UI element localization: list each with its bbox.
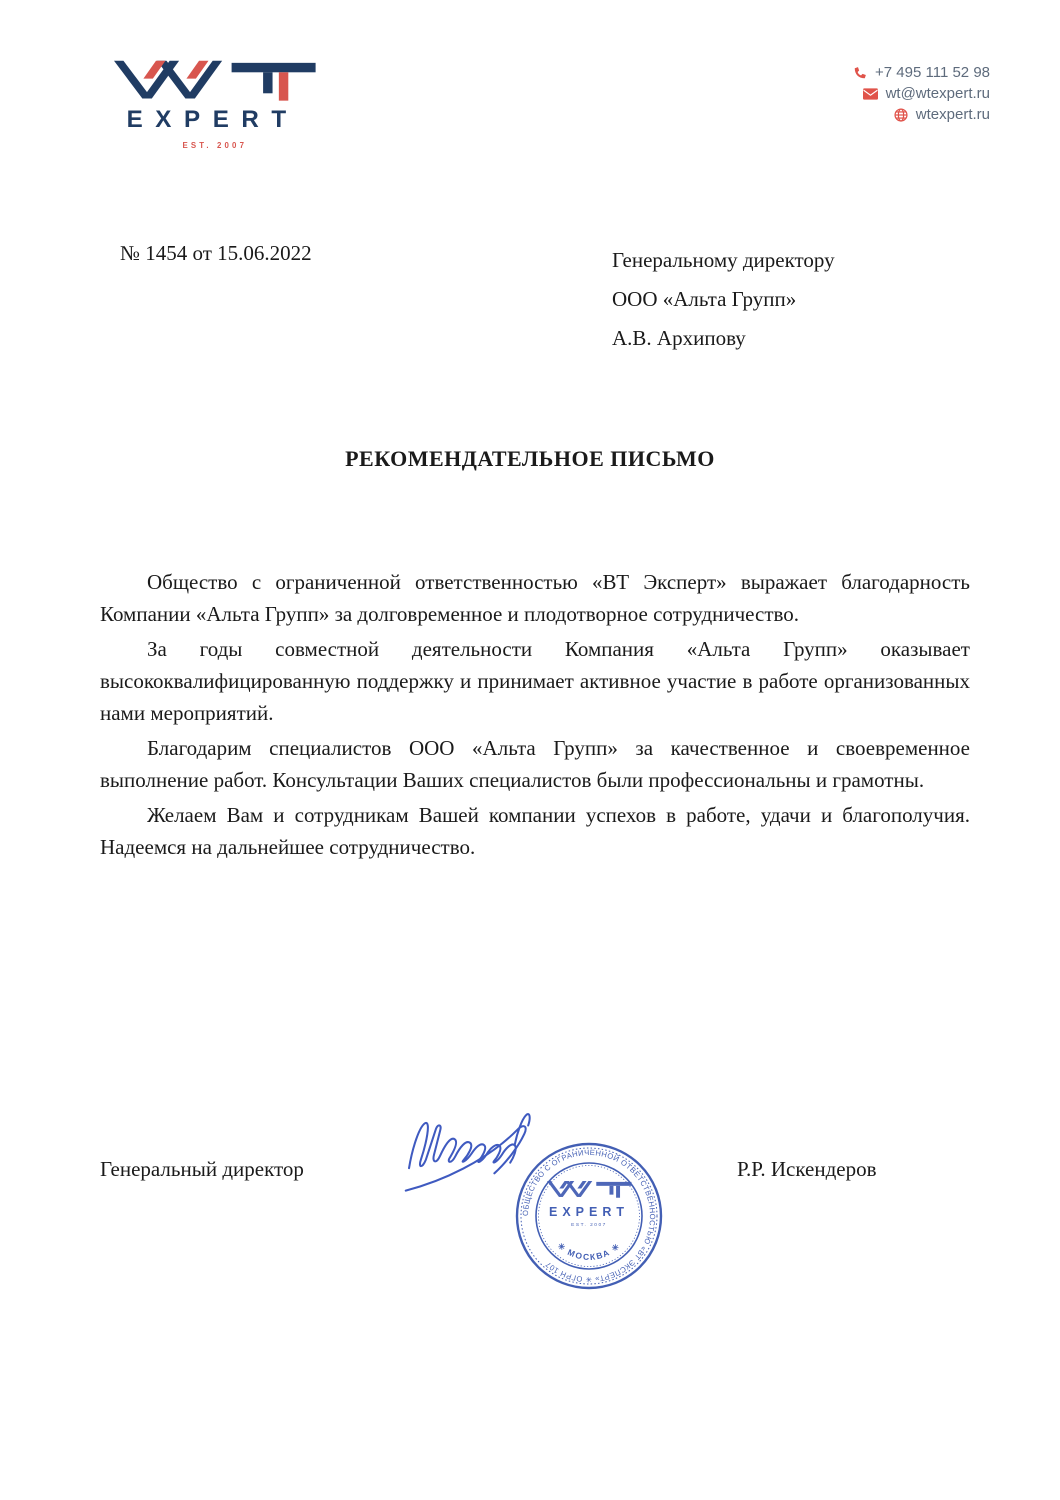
- logo-established: EST. 2007: [182, 140, 248, 150]
- recipient-block: [612, 241, 835, 358]
- body-paragraph: Общество с ограниченной ответственностью «ВТ Эксперт» выражает благодарность Компании «Альта Групп» за долговременное и плодотворное сотрудничество.: [100, 570, 970, 626]
- contact-block: [690, 62, 990, 125]
- website-url: wtexpert.ru: [915, 106, 990, 123]
- recipient-line: А.В. Архипову: [612, 326, 746, 350]
- globe-icon: [894, 108, 908, 122]
- reference-number: № 1454 от 15.06.2022: [120, 241, 312, 265]
- company-seal: [514, 1141, 664, 1291]
- envelope-icon: [863, 88, 878, 100]
- seal-city-text: ✳ МОСКВА ✳: [555, 1240, 623, 1262]
- letter-body: [100, 566, 970, 866]
- phone-icon: [853, 66, 867, 80]
- letter-title: РЕКОМЕНДАТЕЛЬНОЕ ПИСЬМО: [345, 446, 715, 471]
- recipient-line: ООО «Альта Групп»: [612, 287, 797, 311]
- seal-ring-text: ОБЩЕСТВО С ОГРАНИЧЕННОЙ ОТВЕТСТВЕННОСТЬЮ «ВТ ЭКСПЕРТ» ✳ ОГРН 107: [520, 1147, 658, 1285]
- body-paragraph: Желаем Вам и сотрудникам Вашей компании успехов в работе, удачи и благополучия. Надеемся на дальнейшее сотрудничество.: [100, 803, 970, 859]
- email-address: wt@wtexpert.ru: [885, 85, 990, 102]
- signoff-name: Р.Р. Искендеров: [737, 1157, 877, 1181]
- seal-wordmark: EXPERT: [548, 1205, 630, 1219]
- company-logo: [114, 58, 324, 158]
- svg-text:✳ МОСКВА ✳: [556, 1240, 623, 1261]
- contact-phone: [690, 62, 990, 83]
- contact-website: [690, 104, 990, 125]
- logo-wordmark: EXPERT: [126, 105, 299, 133]
- recipient-line: Генеральному директору: [612, 248, 835, 272]
- phone-number: +7 495 111 52 98: [875, 64, 990, 81]
- body-paragraph: Благодарим специалистов ООО «Альта Групп» за качественное и своевременное выполнение работ. Консультации Ваших специалистов были профессиональны и грамотны.: [100, 736, 970, 792]
- contact-email: [690, 83, 990, 104]
- seal-center-logo: [547, 1181, 631, 1228]
- seal-established: EST. 2007: [571, 1223, 607, 1228]
- body-paragraph: За годы совместной деятельности Компания «Альта Групп» оказывает высококвалифицированную поддержку и принимает активное участие в работе организованных нами мероприятий.: [100, 637, 970, 725]
- signoff-position: Генеральный директор: [100, 1157, 304, 1181]
